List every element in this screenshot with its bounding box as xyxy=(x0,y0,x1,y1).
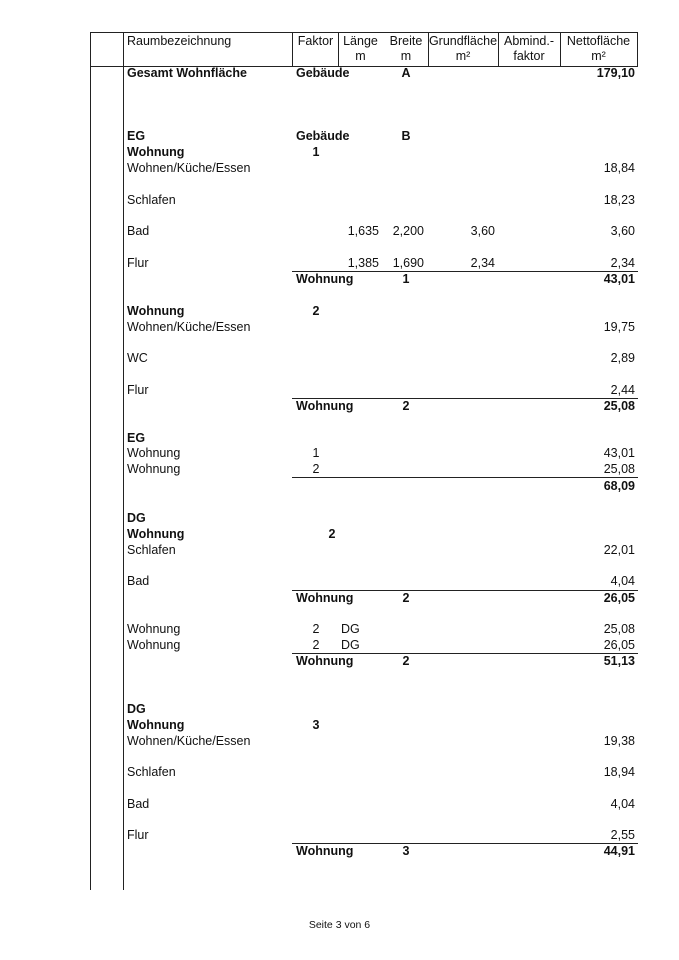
cell-label: Schlafen xyxy=(127,543,176,557)
cell-group: Wohnung xyxy=(296,844,354,858)
cell-netto: 18,23 xyxy=(603,193,635,207)
header-laenge-label: Länge xyxy=(343,34,378,48)
cell-netto: 18,84 xyxy=(603,161,635,175)
header-breite-label: Breite xyxy=(389,34,423,48)
cell-netto: 2,89 xyxy=(610,351,635,365)
cell-num: 2 xyxy=(312,304,320,318)
header-breite xyxy=(384,34,428,64)
cell-label: Wohnung xyxy=(127,622,181,636)
cell-group: Wohnung xyxy=(296,399,354,413)
header-grund-label: Grundfläche xyxy=(428,34,498,48)
cell-mark: B xyxy=(401,129,411,143)
subtotal-rule xyxy=(292,398,638,399)
cell-mark: 1 xyxy=(402,272,410,286)
subtotal-rule xyxy=(292,843,638,844)
cell-netto: 4,04 xyxy=(610,797,635,811)
header-netto-label: Nettofläche xyxy=(566,34,631,48)
cell-label: Schlafen xyxy=(127,765,176,779)
cell-num: 2 xyxy=(312,462,320,476)
header-grundflaeche xyxy=(428,34,498,64)
cell-label: Wohnung xyxy=(127,462,181,476)
cell-label: Wohnung xyxy=(127,718,185,732)
cell-num: 3 xyxy=(312,718,320,732)
cell-label: Flur xyxy=(127,256,149,270)
cell-label: EG xyxy=(127,431,146,445)
cell-label: EG xyxy=(127,129,146,143)
cell-netto: 44,91 xyxy=(603,844,635,858)
subtotal-rule xyxy=(292,653,638,654)
cell-group: Wohnung xyxy=(296,272,354,286)
cell-grund: 3,60 xyxy=(470,224,495,238)
cell-mark: A xyxy=(401,66,411,80)
cell-mark: 2 xyxy=(402,654,410,668)
cell-group: Gebäude xyxy=(296,129,350,143)
cell-label: Wohnung xyxy=(127,527,185,541)
cell-netto: 26,05 xyxy=(603,638,635,652)
cell-breite: 2,200 xyxy=(392,224,424,238)
header-raumbezeichnung: Raumbezeichnung xyxy=(127,34,232,48)
cell-netto: 68,09 xyxy=(603,479,635,493)
cell-netto: 4,04 xyxy=(610,574,635,588)
cell-netto: 3,60 xyxy=(610,224,635,238)
header-laenge xyxy=(338,34,383,64)
header-nettoflaeche xyxy=(560,34,637,64)
cell-breite: 1,690 xyxy=(392,256,424,270)
cell-netto: 19,38 xyxy=(603,734,635,748)
cell-netto: 43,01 xyxy=(603,272,635,286)
cell-netto: 18,94 xyxy=(603,765,635,779)
cell-label: Bad xyxy=(127,574,150,588)
cell-num: 2 xyxy=(312,638,320,652)
cell-label: Wohnung xyxy=(127,304,185,318)
cell-netto: 22,01 xyxy=(603,543,635,557)
subtotal-rule xyxy=(292,590,638,591)
cell-num2: 2 xyxy=(328,527,336,541)
cell-extra: DG xyxy=(341,638,360,652)
cell-mark: 2 xyxy=(402,399,410,413)
header-breite-unit: m xyxy=(400,49,412,63)
cell-laenge: 1,385 xyxy=(347,256,379,270)
cell-netto: 43,01 xyxy=(603,446,635,460)
cell-grund: 2,34 xyxy=(470,256,495,270)
cell-label: Wohnen/Küche/Essen xyxy=(127,161,251,175)
cell-netto: 25,08 xyxy=(603,462,635,476)
cell-label: Schlafen xyxy=(127,193,176,207)
cell-mark: 2 xyxy=(402,591,410,605)
cell-netto: 2,44 xyxy=(610,383,635,397)
header-abmindfaktor xyxy=(498,34,560,64)
cell-label: Wohnung xyxy=(127,638,181,652)
cell-num: 1 xyxy=(312,446,320,460)
header-abmind-label: Abmind.- xyxy=(503,34,555,48)
header-faktor: Faktor xyxy=(297,34,334,48)
header-grund-unit: m² xyxy=(455,49,471,63)
cell-netto: 179,10 xyxy=(596,66,635,80)
cell-label: DG xyxy=(127,511,146,525)
cell-netto: 19,75 xyxy=(603,320,635,334)
cell-netto: 51,13 xyxy=(603,654,635,668)
cell-extra: DG xyxy=(341,622,360,636)
cell-label: Wohnung xyxy=(127,446,181,460)
cell-num: 1 xyxy=(312,145,320,159)
cell-label: Bad xyxy=(127,797,150,811)
cell-label: Bad xyxy=(127,224,150,238)
table-top-border xyxy=(90,32,638,33)
table-right-border xyxy=(637,32,638,66)
cell-netto: 2,34 xyxy=(610,256,635,270)
cell-label: Flur xyxy=(127,828,149,842)
header-netto-unit: m² xyxy=(591,49,606,63)
cell-label: Wohnen/Küche/Essen xyxy=(127,320,251,334)
cell-label: WC xyxy=(127,351,148,365)
cell-mark: 3 xyxy=(402,844,410,858)
page-footer: Seite 3 von 6 xyxy=(308,919,371,931)
label-column-border xyxy=(123,32,124,890)
cell-label: Gesamt Wohnfläche xyxy=(127,66,247,80)
cell-netto: 25,08 xyxy=(603,399,635,413)
cell-group: Wohnung xyxy=(296,654,354,668)
cell-netto: 25,08 xyxy=(603,622,635,636)
cell-group: Wohnung xyxy=(296,591,354,605)
subtotal-rule xyxy=(292,477,638,478)
header-laenge-unit: m xyxy=(355,49,366,63)
subtotal-rule xyxy=(292,271,638,272)
cell-laenge: 1,635 xyxy=(347,224,379,238)
cell-label: Flur xyxy=(127,383,149,397)
cell-label: DG xyxy=(127,702,146,716)
cell-label: Wohnung xyxy=(127,145,185,159)
cell-label: Wohnen/Küche/Essen xyxy=(127,734,251,748)
cell-num: 2 xyxy=(312,622,320,636)
header-abmind-label2: faktor xyxy=(513,49,545,63)
cell-netto: 26,05 xyxy=(603,591,635,605)
table-left-border xyxy=(90,32,91,890)
cell-group: Gebäude xyxy=(296,66,350,80)
cell-netto: 2,55 xyxy=(610,828,635,842)
